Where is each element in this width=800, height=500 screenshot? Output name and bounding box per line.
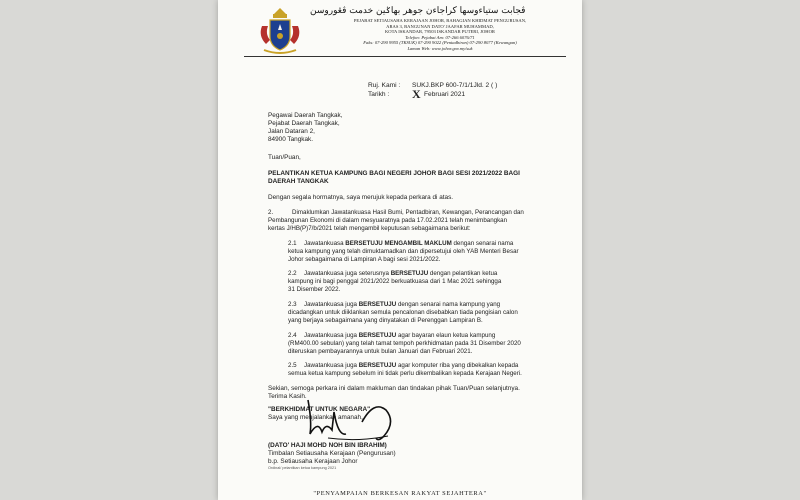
file-note: Ordinal/ pelantikan ketua kampung 2021 bbox=[268, 466, 337, 470]
recipient-line-1: Pegawai Daerah Tangkak, bbox=[268, 112, 343, 119]
item-2-5-line-1: Jawatankuasa juga BERSETUJU agar komputer riba yang dibekalkan kepada bbox=[304, 362, 519, 369]
para-2-line-3: kertas J/HB(P)7/b/2021 telah mengambil keputusan sebagaimana berikut: bbox=[268, 225, 471, 232]
item-2-1-line-1: Jawatankuasa BERSETUJU MENGAMBIL MAKLUM dengan senarai nama bbox=[304, 240, 514, 247]
motto: "BERKHIDMAT UNTUK NEGARA" bbox=[268, 406, 371, 413]
item-2-4-line-1: Jawatankuasa juga BERSETUJU agar bayaran elaun ketua kampung bbox=[304, 332, 496, 339]
item-2-2-line-2: kampung ini bagi penggal 2021/2022 berkuatkuasa dari 1 Mac 2021 sehingga bbox=[288, 278, 502, 285]
subject-line-1: PELANTIKAN KETUA KAMPUNG BAGI NEGERI JOHOR BAGI SESI 2021/2022 BAGI bbox=[268, 170, 520, 177]
closing-line-1: Sekian, semoga perkara ini dalam makluman dan tindakan pihak Tuan/Puan selanjutnya. bbox=[268, 385, 520, 392]
letter-page bbox=[218, 0, 582, 500]
subject-line-2: DAERAH TANGKAK bbox=[268, 178, 329, 185]
header-line-4: Telefon: Pejabat Am: 07-266 6076/71 bbox=[405, 34, 475, 40]
header-line-2: ARAS 3, BANGUNAN DATO' JAAFAR MUHAMMAD, bbox=[386, 23, 494, 29]
item-2-5-line-2: semua ketua kampung sebelum ini tidak perlu dikembalikan kepada Kerajaan Negeri. bbox=[288, 370, 522, 377]
item-2-1-line-3: Johor sebagaimana di Lampiran A bagi sesi 2021/2022. bbox=[288, 256, 441, 263]
item-2-2-line-3: 31 Disember 2022. bbox=[288, 286, 341, 293]
signatory-bp: b.p. Setiausaha Kerajaan Johor bbox=[268, 458, 358, 465]
para-2-line-1: Dimaklumkan Jawatankuasa Hasil Bumi, Pentadbiran, Kewangan, Perancangan dan bbox=[292, 209, 524, 216]
item-2-3-line-3: yang berjaya sebagaimana yang dinyatakan di Perenggan Lampiran B. bbox=[288, 317, 483, 324]
header-line-5: Faks: 07-290 9955 (TKSUK) 07-290 9022 (Pentadbiran) 07-290 8077 (Kewangan) bbox=[363, 40, 517, 45]
item-2-3-line-1: Jawatankuasa juga BERSETUJU dengan senarai nama kampung yang bbox=[304, 301, 501, 308]
closing-line-2: Terima Kasih. bbox=[268, 393, 307, 400]
ruj-value: SUKJ.BKP 600-7/1/1Jld. 2 ( ) bbox=[412, 82, 498, 89]
ruj-label: Ruj. Kami : bbox=[368, 82, 401, 89]
item-2-4-line-2: (RM400.00 sebulan) yang telah tamat tempoh perkhidmatan pada 31 Disember 2020 bbox=[288, 340, 521, 347]
date-handwritten-mark: X bbox=[412, 87, 421, 101]
header-line-1: PEJABAT SETIAUSAHA KERAJAAN JOHOR, BAHAGIAN KHIDMAT PENGURUSAN, bbox=[353, 18, 527, 23]
item-2-5-number: 2.5 bbox=[288, 362, 297, 369]
signatory-name: (DATO' HAJI MOHD NOH BIN IBRAHIM) bbox=[268, 442, 387, 449]
handwritten-signature bbox=[288, 392, 408, 444]
recipient-line-2: Pejabat Daerah Tangkak, bbox=[268, 120, 340, 127]
amanah-line: Saya yang menjalankan amanah, bbox=[268, 414, 363, 421]
tarikh-label: Tarikh : bbox=[368, 91, 390, 98]
item-2-2-line-1: Jawatankuasa juga seterusnya BERSETUJU dengan pelantikan ketua bbox=[304, 270, 498, 277]
footer-slogan: "PENYAMPAIAN BERKESAN RAKYAT SEJAHTERA" bbox=[313, 490, 487, 497]
para-2-number: 2. bbox=[268, 209, 274, 216]
item-2-1-number: 2.1 bbox=[288, 240, 297, 247]
header-line-3: KOTA ISKANDAR, 79503 ISKANDAR PUTERI, JOHOR bbox=[384, 29, 495, 34]
item-2-3-line-2: dicadangkan untuk diiklankan semula pencalonan disebabkan tiada pengisian calon bbox=[288, 309, 518, 316]
para-2-line-2: Pembangunan Ekonomi di dalam mesyuaratnya pada 17.02.2021 telah menimbangkan bbox=[268, 217, 508, 224]
item-2-2-number: 2.2 bbox=[288, 270, 297, 277]
tarikh-value: Februari 2021 bbox=[424, 91, 466, 98]
jawi-heading: ڤجابت ستياءوسها كراجاءن جوهر بهاݢين خدمت ڤڠوروسن bbox=[310, 6, 526, 16]
item-2-3-number: 2.3 bbox=[288, 301, 297, 308]
recipient-line-3: Jalan Dataran 2, bbox=[268, 128, 315, 135]
opening-line: Dengan segala hormatnya, saya merujuk kepada perkara di atas. bbox=[268, 194, 454, 201]
johor-crest-icon bbox=[256, 6, 304, 56]
header-divider bbox=[244, 56, 566, 57]
item-2-4-line-3: diteruskan pembayarannya untuk bulan Januari dan Februari 2021. bbox=[288, 348, 473, 355]
item-2-4-number: 2.4 bbox=[288, 332, 297, 339]
signatory-title: Timbalan Setiausaha Kerajaan (Pengurusan) bbox=[268, 450, 396, 457]
recipient-line-4: 84900 Tangkak. bbox=[268, 136, 314, 143]
header-line-6: Laman Web: www.johor.gov.my/suk bbox=[407, 45, 473, 51]
salutation: Tuan/Puan, bbox=[268, 154, 301, 161]
item-2-1-line-2: ketua kampung yang telah dimuktamadkan dan dipersetujui oleh YAB Menteri Besar bbox=[288, 248, 519, 255]
